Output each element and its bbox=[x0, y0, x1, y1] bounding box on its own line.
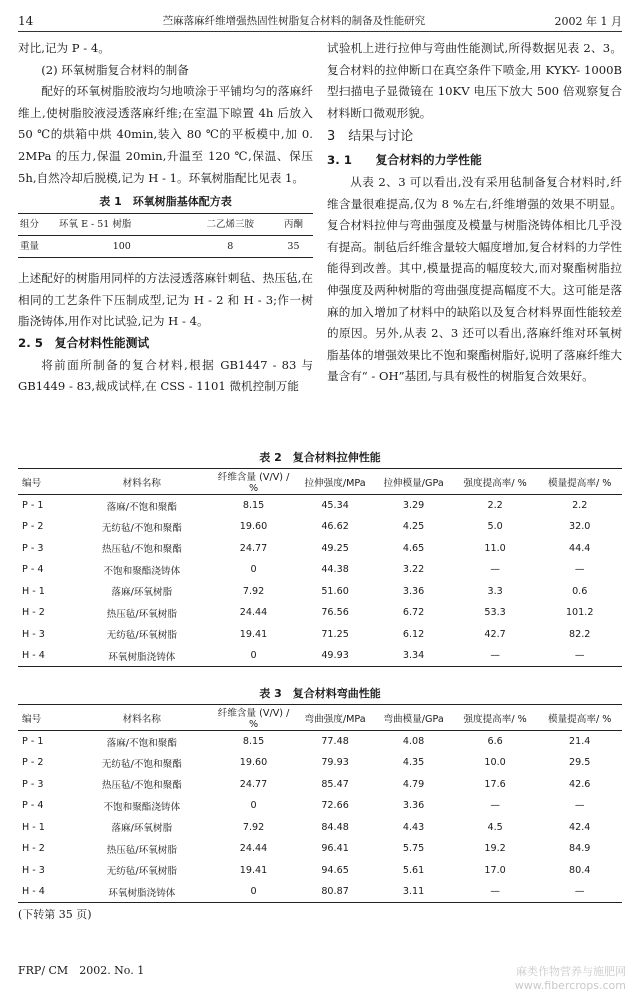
watermark-line: www.fibercrops.com bbox=[514, 979, 626, 992]
section-heading: 2. 5 复合材料性能测试 bbox=[18, 335, 150, 350]
value-cell: 0 bbox=[250, 800, 257, 812]
value-cell: 80.87 bbox=[296, 881, 375, 903]
value-cell: — bbox=[490, 564, 500, 576]
table-row bbox=[18, 559, 622, 581]
value-cell: — bbox=[574, 800, 585, 812]
value-cell: 24.44 bbox=[239, 843, 268, 855]
left-column bbox=[18, 38, 313, 443]
table2-header: 编号 bbox=[18, 469, 72, 495]
journal-footer: FRP/ CM 2002. No. 1 bbox=[18, 964, 145, 977]
table-row bbox=[18, 645, 622, 667]
paragraph: 试验机上进行拉伸与弯曲性能测试,所得数据见表 2、3。复合材料的拉伸断口在真空条件下喷金,用 KYKY- 1000B 型扫描电子显微镜在 10KV 电压下放大 500 倍观察复合材料断口微观形貌。 bbox=[327, 41, 622, 120]
value-cell: 96.41 bbox=[321, 843, 349, 855]
table1-header: 二乙烯三胺 bbox=[187, 214, 274, 236]
value-cell: 79.93 bbox=[321, 757, 349, 769]
table1-cell: 100 bbox=[57, 236, 186, 258]
value-cell: 21.4 bbox=[569, 736, 591, 747]
table-row bbox=[18, 881, 622, 903]
table2 bbox=[18, 448, 622, 667]
value-cell: 4.35 bbox=[402, 757, 425, 769]
paragraph: 从表 2、3 可以看出,没有采用毡制备复合材料时,纤维含量很难提高,仅为 8 %左右,纤维增强的效果不明显。复合材料拉伸与弯曲强度及模量与树脂浇铸体相比几乎没有提高。制毡后纤维含量较大幅度增加,复合材料的力学性能得到改善。其中,模量提高的幅度较大,而对聚酯树脂拉伸强度及两种树脂的弯曲强度提高幅度不大。这可能是落麻的加入增加了材料中的缺陷以及复合材料界面性能较差的原因。另外,从表 2、3 还可以看出,落麻纤维对环氧树脂基体的增强效果比不饱和聚酯树脂好,说明了落麻纤维大量含有“ - OH”基团,与具有极性的树脂复合效果好。 bbox=[327, 174, 622, 384]
paragraph: 将前面所制备的复合材料,根据 GB1447 - 83 与 GB1449 - 83,裁成试样,在 CSS - 1101 微机控制万能 bbox=[18, 357, 313, 394]
value-cell: 84.9 bbox=[569, 843, 591, 855]
value-cell: 80.4 bbox=[569, 864, 591, 876]
material-cell: 落麻/环氧树脂 bbox=[111, 587, 173, 599]
table-row bbox=[18, 774, 622, 796]
body-columns bbox=[18, 38, 622, 443]
value-cell: 10.0 bbox=[484, 757, 506, 769]
table1-header: 组分 bbox=[18, 214, 57, 236]
value-cell: 24.77 bbox=[239, 542, 268, 554]
value-cell: 49.93 bbox=[296, 645, 375, 667]
table1-header: 环氧 E - 51 树脂 bbox=[57, 214, 186, 236]
table3-header: 模量提高率/ % bbox=[537, 705, 622, 731]
material-cell: 热压毡/环氧树脂 bbox=[106, 844, 177, 856]
value-cell: 0.6 bbox=[572, 585, 588, 597]
page-number: 14 bbox=[18, 13, 34, 28]
table-row bbox=[18, 838, 622, 860]
table-row bbox=[18, 752, 622, 774]
row-id-cell: H - 4 bbox=[18, 645, 72, 667]
value-cell: 2.2 bbox=[572, 500, 588, 511]
table3-header: 强度提高率/ % bbox=[453, 705, 538, 731]
continued-note: (下转第 35 页) bbox=[18, 908, 92, 921]
material-cell: 无纺毡/不饱和聚酯 bbox=[101, 522, 182, 534]
value-cell: — bbox=[537, 881, 622, 903]
material-cell: 无纺毡/环氧树脂 bbox=[106, 866, 177, 878]
value-cell: 101.2 bbox=[565, 607, 594, 619]
row-id-cell: P - 1 bbox=[22, 500, 44, 511]
table-row bbox=[18, 731, 622, 753]
table1 bbox=[18, 213, 313, 258]
value-cell: 3.22 bbox=[402, 564, 425, 576]
issue-date: 2002 年 1 月 bbox=[554, 14, 622, 28]
material-cell: 无纺毡/环氧树脂 bbox=[106, 630, 177, 642]
material-cell: 无纺毡/不饱和聚酯 bbox=[101, 758, 182, 770]
table2-header: 强度提高率/ % bbox=[453, 469, 538, 495]
table2-header: 模量提高率/ % bbox=[537, 469, 622, 495]
table1-caption: 表 1 环氧树脂基体配方表 bbox=[99, 195, 232, 209]
table3 bbox=[18, 684, 622, 903]
running-header bbox=[18, 10, 622, 32]
table2-header: 拉伸强度/MPa bbox=[296, 469, 375, 495]
table1-row-label: 重量 bbox=[18, 236, 57, 258]
value-cell: 4.65 bbox=[402, 542, 425, 554]
subheading: (2) 环氧树脂复合材料的制备 bbox=[41, 62, 189, 77]
material-cell: 环氧树脂浇铸体 bbox=[72, 645, 211, 667]
value-cell: 24.77 bbox=[239, 778, 268, 790]
value-cell: 3.36 bbox=[402, 585, 425, 597]
value-cell: 42.7 bbox=[484, 628, 506, 640]
value-cell: — bbox=[490, 800, 500, 812]
table2-header: 材料名称 bbox=[72, 469, 211, 495]
table2-header: 拉伸模量/GPa bbox=[374, 469, 453, 495]
table2-caption: 表 2 复合材料拉伸性能 bbox=[259, 451, 381, 464]
table-row bbox=[18, 624, 622, 646]
value-cell: 49.25 bbox=[321, 542, 349, 554]
value-cell: 72.66 bbox=[321, 800, 349, 812]
paragraph: 对比,记为 P - 4。 bbox=[18, 41, 110, 55]
table1-header: 丙酮 bbox=[274, 214, 313, 236]
row-id-cell: H - 3 bbox=[22, 864, 45, 876]
table3-header: 材料名称 bbox=[72, 705, 211, 731]
value-cell: 85.47 bbox=[321, 778, 349, 790]
table-row bbox=[18, 495, 622, 517]
material-cell: 落麻/环氧树脂 bbox=[111, 823, 173, 835]
material-cell: 环氧树脂浇铸体 bbox=[72, 881, 211, 903]
value-cell: 0 bbox=[211, 645, 296, 667]
row-id-cell: P - 3 bbox=[22, 542, 44, 554]
paragraph: 上述配好的树脂用同样的方法浸透落麻针刺毡、热压毡,在相同的工艺条件下压制成型,记为 H - 2 和 H - 3;作一树脂浇铸体,用作对比试验,记为 H - 4。 bbox=[18, 271, 313, 329]
value-cell: 4.5 bbox=[487, 821, 503, 833]
value-cell: 0 bbox=[250, 564, 257, 576]
table3-caption: 表 3 复合材料弯曲性能 bbox=[259, 687, 381, 700]
value-cell: 44.4 bbox=[569, 542, 591, 554]
value-cell: 32.0 bbox=[569, 521, 591, 533]
value-cell: 44.38 bbox=[321, 564, 349, 576]
right-column bbox=[327, 38, 622, 443]
value-cell: 42.6 bbox=[569, 778, 591, 790]
table3-header: 弯曲模量/GPa bbox=[374, 705, 453, 731]
value-cell: 17.6 bbox=[484, 778, 506, 790]
material-cell: 不饱和聚酯浇铸体 bbox=[103, 801, 181, 813]
value-cell: 5.0 bbox=[487, 521, 503, 533]
value-cell: 3.3 bbox=[487, 585, 503, 597]
table-row bbox=[18, 602, 622, 624]
row-id-cell: H - 1 bbox=[22, 821, 45, 833]
value-cell: 4.08 bbox=[402, 736, 425, 747]
material-cell: 热压毡/不饱和聚酯 bbox=[101, 544, 182, 556]
table-row bbox=[18, 795, 622, 817]
value-cell: 84.48 bbox=[321, 821, 349, 833]
value-cell: 51.60 bbox=[321, 585, 349, 597]
table-row bbox=[18, 581, 622, 603]
value-cell: 53.3 bbox=[484, 607, 506, 619]
value-cell: — bbox=[537, 645, 622, 667]
table-row bbox=[18, 538, 622, 560]
table2-header: 纤维含量 (V/V) / % bbox=[211, 469, 296, 495]
value-cell: 19.2 bbox=[484, 843, 506, 855]
row-id-cell: H - 2 bbox=[22, 607, 45, 619]
value-cell: 46.62 bbox=[321, 521, 349, 533]
value-cell: 19.41 bbox=[239, 864, 268, 876]
value-cell: 11.0 bbox=[484, 542, 506, 554]
table3-header: 弯曲强度/MPa bbox=[296, 705, 375, 731]
value-cell: 3.36 bbox=[402, 800, 425, 812]
material-cell: 热压毡/不饱和聚酯 bbox=[101, 780, 182, 792]
value-cell: 6.72 bbox=[402, 607, 425, 619]
table-row bbox=[18, 516, 622, 538]
value-cell: 24.44 bbox=[239, 607, 268, 619]
value-cell: 6.12 bbox=[402, 628, 425, 640]
value-cell: 8.15 bbox=[242, 736, 265, 747]
table-row bbox=[18, 860, 622, 882]
row-id-cell: P - 2 bbox=[22, 757, 44, 769]
value-cell: 77.48 bbox=[321, 736, 349, 747]
value-cell: 19.60 bbox=[239, 757, 268, 769]
row-id-cell: P - 2 bbox=[22, 521, 44, 533]
material-cell: 热压毡/环氧树脂 bbox=[106, 608, 177, 620]
value-cell: 5.75 bbox=[402, 843, 425, 855]
table1-cell: 35 bbox=[274, 236, 313, 258]
value-cell: 71.25 bbox=[321, 628, 349, 640]
value-cell: 94.65 bbox=[321, 864, 349, 876]
section-heading: 3 结果与讨论 bbox=[327, 129, 414, 145]
value-cell: 4.43 bbox=[402, 821, 425, 833]
row-id-cell: P - 4 bbox=[22, 564, 44, 576]
value-cell: 4.79 bbox=[402, 778, 425, 790]
subsection-heading: 3. 1 复合材料的力学性能 bbox=[327, 153, 482, 168]
table3-header: 编号 bbox=[18, 705, 72, 731]
value-cell: 42.4 bbox=[569, 821, 591, 833]
value-cell: 0 bbox=[211, 881, 296, 903]
value-cell: 76.56 bbox=[321, 607, 349, 619]
value-cell: 3.34 bbox=[374, 645, 453, 667]
value-cell: 19.41 bbox=[239, 628, 268, 640]
value-cell: 3.29 bbox=[402, 500, 425, 511]
value-cell: 7.92 bbox=[242, 585, 265, 597]
value-cell: 5.61 bbox=[402, 864, 425, 876]
row-id-cell: H - 3 bbox=[22, 628, 45, 640]
value-cell: 7.92 bbox=[242, 821, 265, 833]
watermark-line: 麻类作物营养与施肥网 bbox=[516, 965, 626, 978]
value-cell: 29.5 bbox=[569, 757, 591, 769]
table-row bbox=[18, 817, 622, 839]
value-cell: 82.2 bbox=[569, 628, 591, 640]
running-title: 苎麻落麻纤维增强热固性树脂复合材料的制备及性能研究 bbox=[162, 15, 426, 27]
value-cell: — bbox=[574, 564, 585, 576]
row-id-cell: H - 4 bbox=[18, 881, 72, 903]
paragraph: 配好的环氧树脂胶液均匀地喷涂于平铺均匀的落麻纤维上,使树脂胶液浸透落麻纤维;在室温下晾置 4h 后放入 50 ℃的烘箱中烘 40min,装入 80 ℃的平板模中,加 0. 2MPa 的压力,保温 20min,升温至 120 ℃,保温、保压 5h,自然冷却后脱模,记为 H - 1。环氧树脂配比见表 1。 bbox=[18, 84, 313, 185]
value-cell: 45.34 bbox=[321, 500, 349, 511]
material-cell: 落麻/不饱和聚酯 bbox=[106, 501, 177, 513]
value-cell: 2.2 bbox=[487, 500, 503, 511]
table3-header: 纤维含量 (V/V) / % bbox=[211, 705, 296, 731]
row-id-cell: P - 3 bbox=[22, 778, 44, 790]
row-id-cell: P - 1 bbox=[22, 736, 44, 747]
row-id-cell: P - 4 bbox=[22, 800, 44, 812]
value-cell: 19.60 bbox=[239, 521, 268, 533]
value-cell: — bbox=[453, 645, 538, 667]
value-cell: 17.0 bbox=[484, 864, 506, 876]
value-cell: 8.15 bbox=[242, 500, 265, 511]
site-watermark bbox=[515, 965, 626, 993]
value-cell: 3.11 bbox=[374, 881, 453, 903]
row-id-cell: H - 1 bbox=[22, 585, 45, 597]
value-cell: 4.25 bbox=[402, 521, 425, 533]
material-cell: 不饱和聚酯浇铸体 bbox=[103, 565, 181, 577]
table1-cell: 8 bbox=[187, 236, 274, 258]
material-cell: 落麻/不饱和聚酯 bbox=[106, 737, 177, 749]
row-id-cell: H - 2 bbox=[22, 843, 45, 855]
value-cell: 6.6 bbox=[487, 736, 503, 747]
value-cell: — bbox=[453, 881, 538, 903]
